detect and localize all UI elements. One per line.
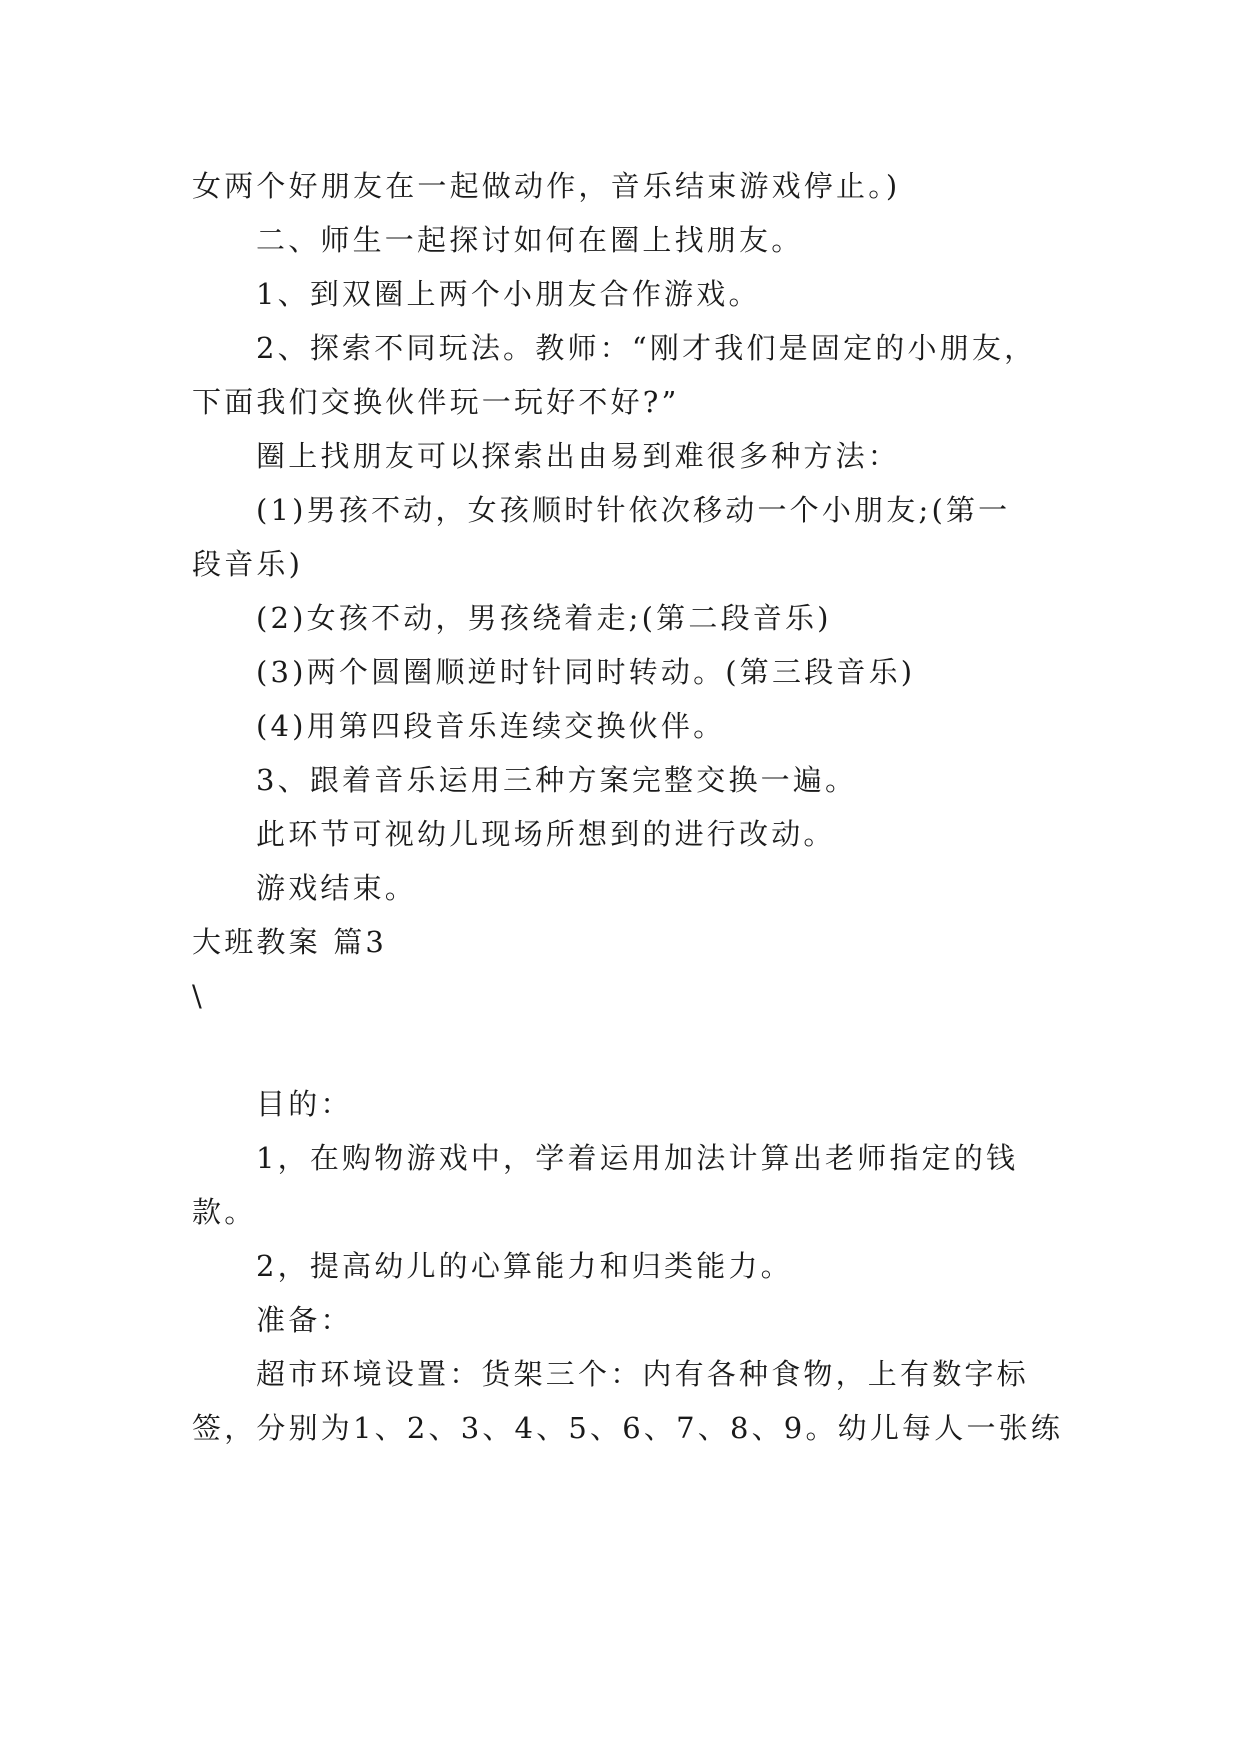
- text-line: 此环节可视幼儿现场所想到的进行改动。: [256, 817, 836, 851]
- text-line: 2，提高幼儿的心算能力和归类能力。: [256, 1249, 793, 1283]
- text-line: 1，在购物游戏中，学着运用加法计算出老师指定的钱: [256, 1141, 1019, 1175]
- text-line: 超市环境设置：货架三个：内有各种食物，上有数字标: [256, 1357, 1029, 1391]
- text-line: 款。: [192, 1195, 257, 1229]
- text-line: \: [192, 979, 205, 1013]
- text-line: (2)女孩不动，男孩绕着走;(第二段音乐): [256, 601, 832, 635]
- text-line: (3)两个圆圈顺逆时针同时转动。(第三段音乐): [256, 655, 916, 689]
- text-line: 段音乐): [192, 547, 304, 581]
- text-line: (1)男孩不动，女孩顺时针依次移动一个小朋友;(第一: [256, 493, 1011, 527]
- text-line: 下面我们交换伙伴玩一玩好不好?”: [192, 385, 680, 419]
- text-line: 2、探索不同玩法。教师：“刚才我们是固定的小朋友，: [256, 331, 1037, 365]
- text-line: (4)用第四段音乐连续交换伙伴。: [256, 709, 726, 743]
- section-heading: 二、师生一起探讨如何在圈上找朋友。: [256, 223, 804, 257]
- text-line: 女两个好朋友在一起做动作，音乐结束游戏停止。): [192, 169, 901, 203]
- text-line: 圈上找朋友可以探索出由易到难很多种方法：: [256, 439, 901, 473]
- section-heading: 目的：: [256, 1087, 353, 1121]
- text-line: 游戏结束。: [256, 871, 418, 905]
- section-heading: 准备：: [256, 1303, 353, 1337]
- text-line: 签，分别为1、2、3、4、5、6、7、8、9。幼儿每人一张练: [192, 1411, 1064, 1445]
- text-line: 3、跟着音乐运用三种方案完整交换一遍。: [256, 763, 858, 797]
- text-line: 1、到双圈上两个小朋友合作游戏。: [256, 277, 761, 311]
- section-title: 大班教案 篇3: [192, 925, 388, 959]
